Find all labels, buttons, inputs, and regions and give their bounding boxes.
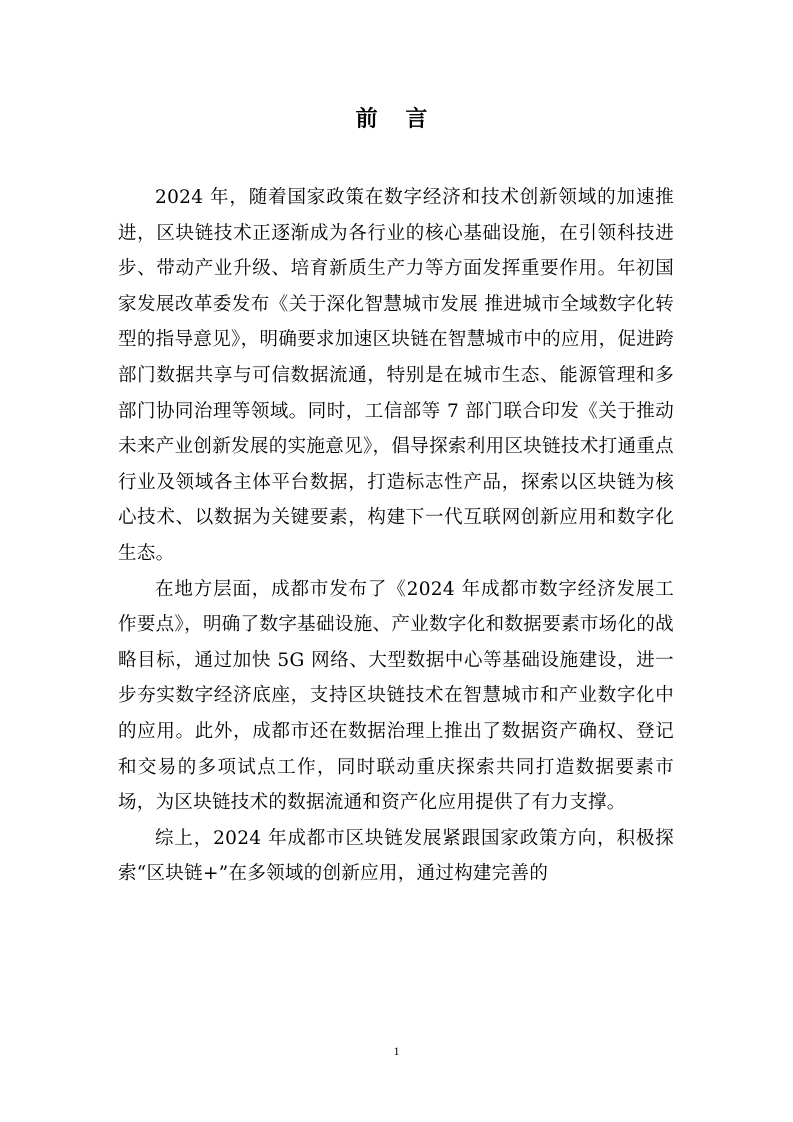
paragraph-local-policy: 在地方层面，成都市发布了《2024 年成都市数字经济发展工作要点》，明确了数字基础设施、产业数字化和数据要素市场化的战略目标，通过加快 5G 网络、大型数据中心等基础设施建设，进一步夯实数字经济底座，支持区块链技术在智慧城市和产业数字化中的应用。此外，成都市还在数据治理上推出了数据资产确权、登记和交易的多项试点工作，同时联动重庆探索共同打造数据要素市场，为区块链技术的数据流通和资产化应用提供了有力支撑。 (118, 578, 674, 814)
paragraph-national-policy: 2024 年，随着国家政策在数字经济和技术创新领域的加速推进，区块链技术正逐渐成为各行业的核心基础设施，在引领科技进步、带动产业升级、培育新质生产力等方面发挥重要作用。年初国家发展改革委发布《关于深化智慧城市发展 推进城市全域数字化转型的指导意见》，明确要求加速区块链在智慧城市中的应用，促进跨部门数据共享与可信数据流通，特别是在城市生态、能源管理和多部门协同治理等领域。同时，工信部等 7 部门联合印发《关于推动未来产业创新发展的实施意见》，倡导探索利用区块链技术打通重点行业及领域各主体平台数据，打造标志性产品，探索以区块链为核心技术、以数据为关键要素，构建下一代互联网创新应用和数字化生态。 (118, 187, 674, 564)
paragraph-summary: 综上，2024 年成都市区块链发展紧跟国家政策方向，积极探索“区块链+”在多领域的创新应用，通过构建完善的 (118, 827, 674, 885)
page-number: 1 (393, 1044, 400, 1058)
page-title: 前 言 (355, 106, 438, 132)
document-body (118, 180, 674, 892)
